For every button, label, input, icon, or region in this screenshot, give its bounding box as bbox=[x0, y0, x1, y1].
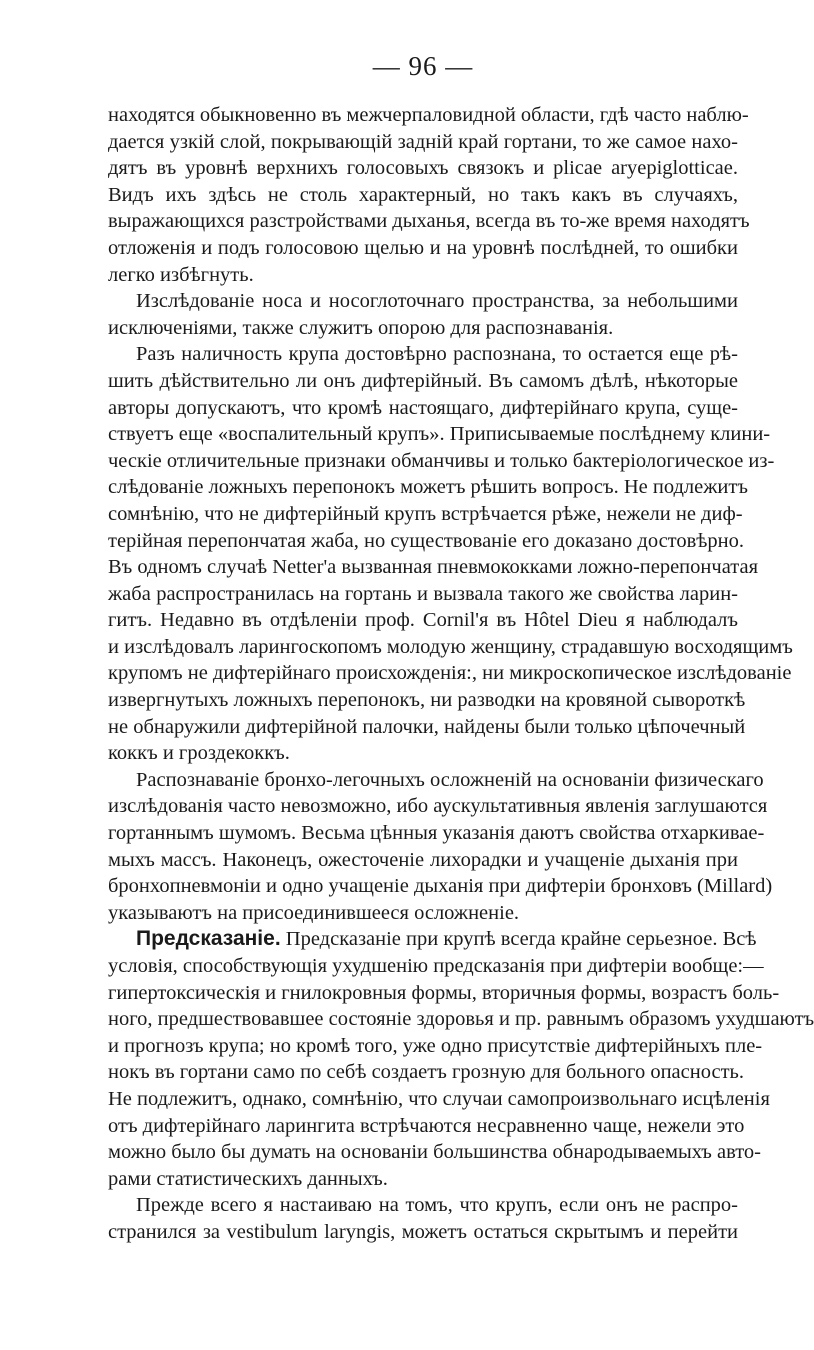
text-line: отложенія и подъ голосовою щелью и на уровнѣ послѣдней, то ошибки bbox=[108, 236, 738, 259]
text-line: слѣдованіе ложныхъ перепонокъ можетъ рѣшить вопросъ. Не подлежитъ bbox=[108, 476, 748, 499]
text-line: крупомъ не дифтерійнаго происхожденія:, ни микроскопическое изслѣдованіе bbox=[108, 662, 792, 685]
paragraph bbox=[108, 102, 750, 288]
text-line: легко избѣгнуть. bbox=[108, 263, 254, 286]
text-line: Въ одномъ случаѣ Netter'а вызванная пневмококками ложно-перепончатая bbox=[108, 556, 758, 579]
book-page bbox=[108, 44, 814, 1334]
text-line: ствуетъ еще «воспалительный крупъ». Приписываемые послѣднему клини- bbox=[108, 423, 771, 446]
text-line: гитъ. Недавно въ отдѣленіи проф. Cornil'я въ Hôtel Dieu я наблюдалъ bbox=[108, 609, 738, 632]
text-line: извергнутыхъ ложныхъ перепонокъ, ни разводки на кровяной сывороткѣ bbox=[108, 689, 746, 712]
text-line: шить дѣйствительно ли онъ дифтерійный. Въ самомъ дѣлѣ, нѣкоторые bbox=[108, 369, 738, 392]
text-line: исключеніями, также служитъ опорою для распознаванія. bbox=[108, 316, 614, 339]
text-line: находятся обыкновенно въ межчерпаловидной области, гдѣ часто наблю- bbox=[108, 104, 749, 126]
text-line: ного, предшествовавшее состояніе здоровья и пр. равнымъ образомъ ухудшаютъ bbox=[108, 1008, 814, 1031]
text-line: странился за vestibulum laryngis, можетъ остаться скрытымъ и перейти bbox=[108, 1220, 738, 1243]
text-line: сомнѣнію, что не дифтерійный крупъ встрѣчается рѣже, нежели не диф- bbox=[108, 502, 743, 525]
text-line: не обнаружили дифтерійной палочки, найдены были только цѣпочечный bbox=[108, 715, 746, 738]
text-line: Не подлежитъ, однако, сомнѣнію, что случаи самопроизвольнаго исцѣленія bbox=[108, 1087, 770, 1110]
text-line: Распознаваніе бронхо-легочныхъ осложненій на основаніи физическаго bbox=[136, 768, 764, 791]
text-line: мыхъ массъ. Наконецъ, ожесточеніе лихорадки и учащеніе дыханія при bbox=[108, 848, 738, 871]
text-line: рами статистическихъ данныхъ. bbox=[108, 1167, 388, 1190]
text-line: отъ дифтерійнаго ларингита встрѣчаются несравненно чаще, нежели это bbox=[108, 1114, 745, 1137]
paragraph bbox=[108, 288, 738, 341]
text-line: дается узкій слой, покрывающій задній край гортани, то же самое нахо- bbox=[108, 130, 738, 153]
text-line: ческіе отличительные признаки обманчивы и только бактеріологическое из- bbox=[108, 449, 775, 472]
text-line: и изслѣдовалъ ларингоскопомъ молодую женщину, страдавшую восходящимъ bbox=[108, 635, 793, 658]
text-line: изслѣдованія часто невозможно, ибо аускультативныя явленія заглушаются bbox=[108, 795, 768, 818]
text-line: коккъ и гроздекоккъ. bbox=[108, 742, 290, 765]
paragraph bbox=[108, 341, 793, 767]
text-line: Видъ ихъ здѣсь не столь характерный, но такъ какъ въ случаяхъ, bbox=[108, 183, 738, 206]
text-line: указываютъ на присоединившееся осложненіе. bbox=[108, 901, 520, 924]
text-line: нокъ въ гортани само по себѣ создаетъ грозную для больного опасность. bbox=[108, 1061, 745, 1084]
paragraph bbox=[108, 926, 814, 1192]
text-line: Изслѣдованіе носа и носоглоточнаго пространства, за небольшими bbox=[136, 290, 738, 313]
text-line: бронхопневмоніи и одно учащеніе дыханія при дифтеріи бронховъ (Millard) bbox=[108, 875, 773, 898]
text-line: авторы допускаютъ, что кромѣ настоящаго, дифтерійнаго крупа, суще- bbox=[108, 396, 738, 419]
text-line: условія, способствующія ухудшенію предсказанія при дифтеріи вообще:— bbox=[108, 955, 764, 977]
text-line: жаба распространилась на гортань и вызвала такого же свойства ларин- bbox=[108, 582, 738, 605]
text-line: гипертоксическія и гнилокровныя формы, вторичныя формы, возрастъ боль- bbox=[108, 981, 780, 1004]
section-heading: Предсказаніе. bbox=[136, 927, 281, 951]
text-line: можно было бы думать на основаніи большинства обнародываемыхъ авто- bbox=[108, 1141, 761, 1164]
page-number: — 96 — bbox=[372, 51, 474, 81]
text-line: Разъ наличность крупа достовѣрно распознана, то остается еще рѣ- bbox=[136, 343, 738, 366]
text-line: гортаннымъ шумомъ. Весьма цѣнныя указанія даютъ свойства отхаркивае- bbox=[108, 822, 765, 845]
text-line: дятъ въ уровнѣ верхнихъ голосовыхъ связокъ и plicae aryepiglotticae. bbox=[108, 157, 738, 180]
text-line: терійная перепончатая жаба, но существованіе его доказано достовѣрно. bbox=[108, 529, 745, 552]
text-line: выражающихся разстройствами дыханья, всегда въ то-же время находятъ bbox=[108, 210, 750, 233]
paragraph bbox=[108, 767, 773, 927]
text-line: Прежде всего я настаиваю на томъ, что крупъ, если онъ не распро- bbox=[136, 1194, 738, 1217]
text-line: и прогнозъ крупа; но кромѣ того, уже одно присутствіе дифтерійныхъ пле- bbox=[108, 1034, 763, 1057]
text-run: Предсказаніе при крупѣ всегда крайне серьезное. Всѣ bbox=[280, 928, 757, 951]
text-line bbox=[108, 926, 757, 953]
paragraph bbox=[108, 1192, 738, 1245]
